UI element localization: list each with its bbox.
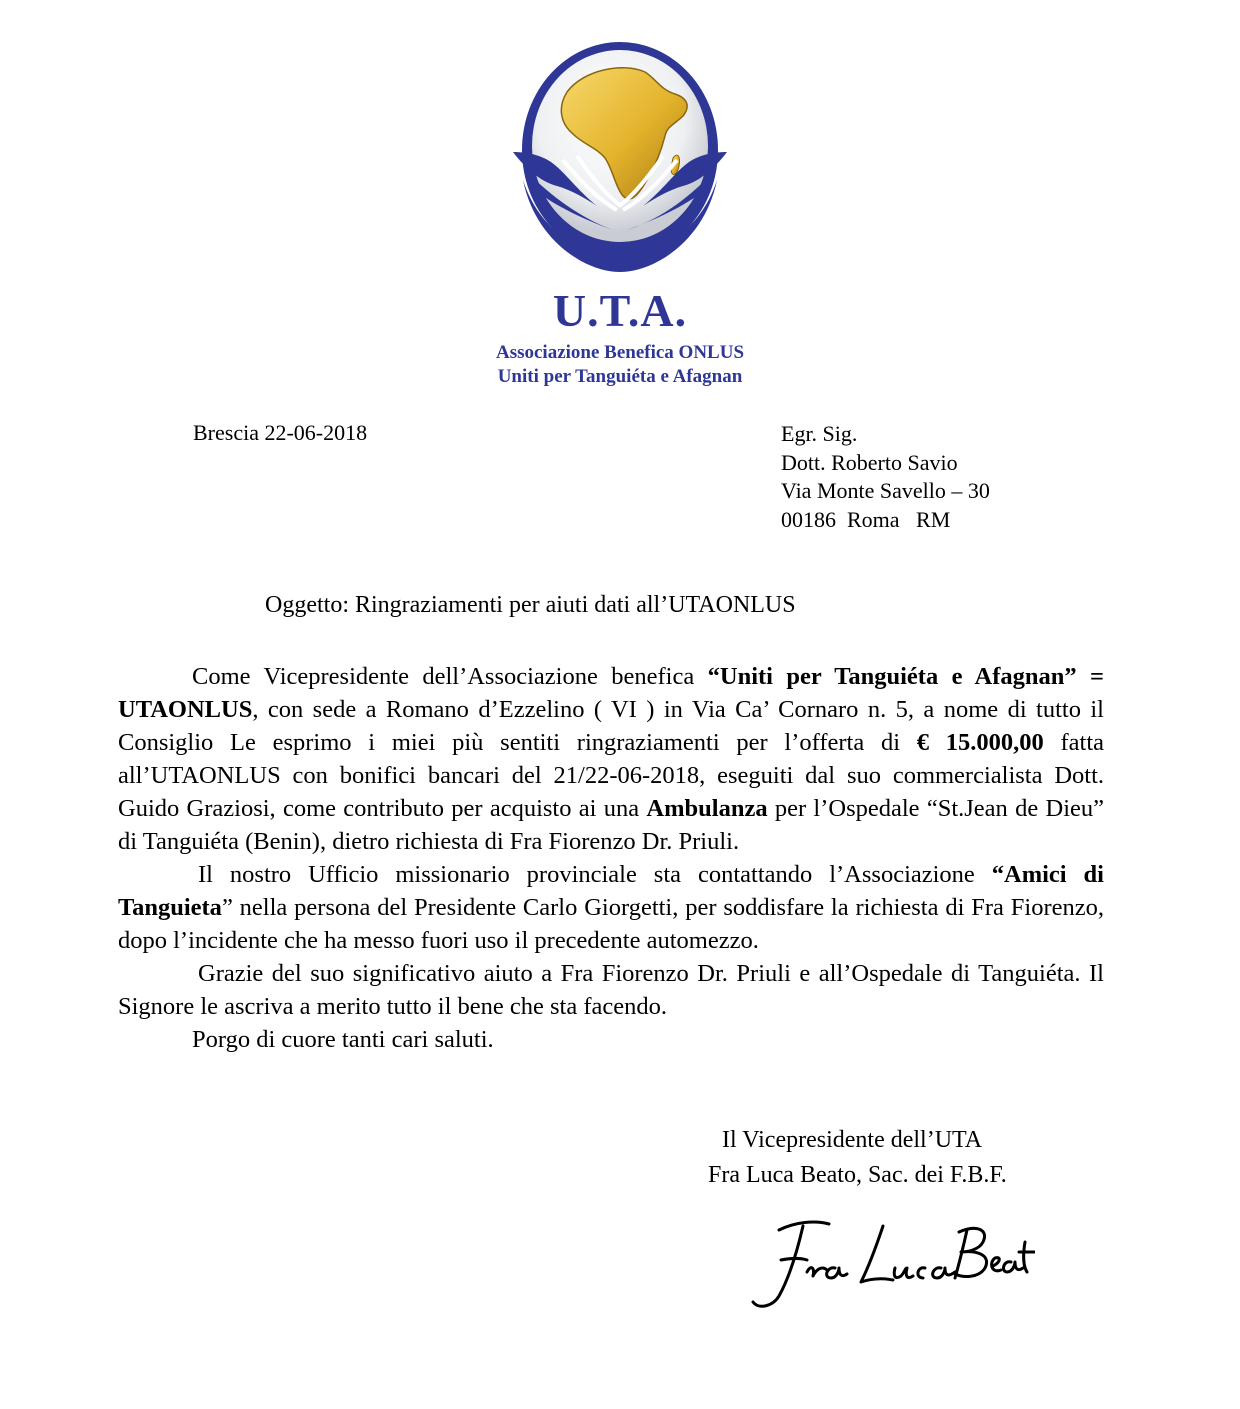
donation-amount: € 15.000,00 bbox=[916, 729, 1044, 756]
text: , con sede a Romano d’Ezzelino ( VI ) in Via Ca’ Cornaro n. 5, a nome di tutto il Consiglio Le esprimo i miei più sentiti ringraziamenti per l’offerta di bbox=[118, 696, 1104, 756]
association-name: “Uniti per Tanguiéta e Afagnan” = UTAONLUS bbox=[118, 663, 1104, 723]
africa-hands-logo-icon bbox=[505, 40, 735, 275]
recipient-city: 00186 Roma RM bbox=[781, 506, 951, 532]
signatory-name: Fra Luca Beato, Sac. dei F.B.F. bbox=[708, 1162, 1007, 1188]
org-fullname: Uniti per Tanguiéta e Afagnan bbox=[497, 366, 743, 387]
letter-subject: Oggetto: Ringraziamenti per aiuti dati all’UTAONLUS bbox=[265, 592, 796, 618]
paragraph-4: Porgo di cuore tanti cari saluti. bbox=[192, 1026, 494, 1053]
ambulance-keyword: Ambulanza bbox=[646, 795, 768, 822]
letter-date: Brescia 22-06-2018 bbox=[193, 420, 368, 445]
recipient-name: Dott. Roberto Savio bbox=[781, 449, 958, 475]
text: fatta all’UTAONLUS con bonifici bancari del 21/22-06-2018, eseguiti dal suo commercialista Dott. Guido Graziosi, come contributo per acquisto ai una bbox=[118, 729, 1105, 822]
letter-body bbox=[118, 660, 1104, 1056]
recipient-address bbox=[781, 420, 990, 534]
text: per l’Ospedale “St.Jean de Dieu” di Tanguiéta (Benin), dietro richiesta di Fra Fiorenzo Dr. Priuli. bbox=[118, 795, 1104, 855]
text: ” nella persona del Presidente Carlo Giorgetti, per soddisfare la richiesta di Fra Fiorenzo, dopo l’incidente che ha messo fuori uso il precedente automezzo. bbox=[118, 894, 1104, 954]
signatory-role: Il Vicepresidente dell’UTA bbox=[722, 1127, 983, 1153]
recipient-salutation: Egr. Sig. bbox=[781, 421, 858, 446]
paragraph-3: Grazie del suo significativo aiuto a Fra Fiorenzo Dr. Priuli e all’Ospedale di Tanguiéta. Il Signore le ascriva a merito tutto il bene che sta facendo. bbox=[118, 960, 1104, 1020]
paragraph-1 bbox=[118, 660, 1104, 858]
paragraph-2 bbox=[118, 858, 1104, 957]
org-acronym: U.T.A. bbox=[552, 285, 688, 336]
text: Come Vicepresidente dell’Associazione benefica bbox=[192, 663, 708, 690]
text: Il nostro Ufficio missionario provinciale sta contattando l’Associazione bbox=[198, 861, 992, 888]
recipient-street: Via Monte Savello – 30 bbox=[781, 478, 990, 503]
org-description: Associazione Benefica ONLUS bbox=[495, 342, 745, 363]
partner-association-name: “Amici di Tanguieta bbox=[118, 861, 1104, 921]
handwritten-signature-icon bbox=[745, 1212, 1035, 1317]
